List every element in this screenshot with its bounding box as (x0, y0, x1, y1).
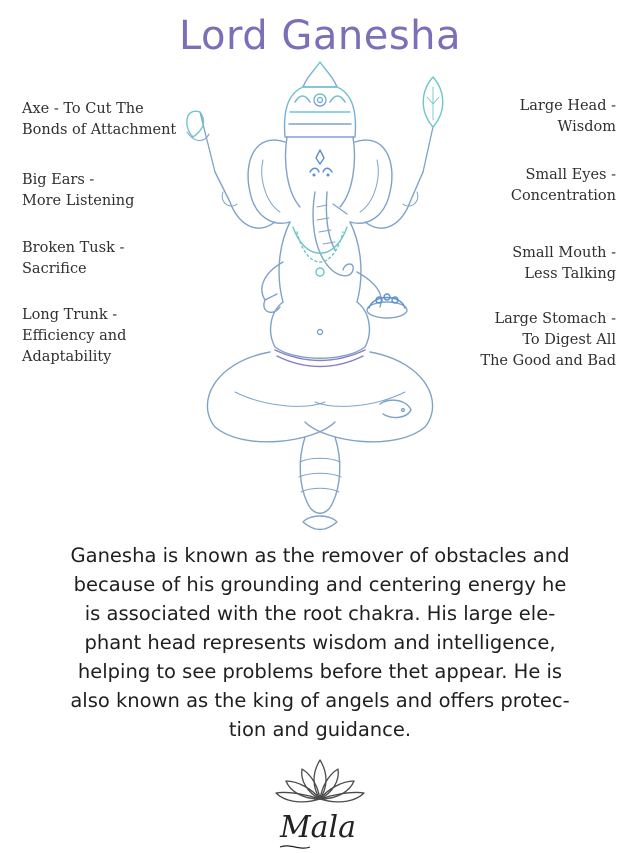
label-line: Sacrifice (22, 261, 87, 277)
label-axe (22, 99, 176, 141)
description-line: also known as the king of angels and offers protec- (70, 689, 570, 712)
label-line: Small Eyes - (525, 167, 616, 183)
label-line: Large Stomach - (494, 311, 616, 327)
logo-text: Mala (279, 810, 357, 845)
label-line: Less Talking (524, 266, 616, 282)
description (30, 541, 610, 744)
label-large-stomach (480, 309, 616, 372)
description-line: helping to see problems before thet appear. He is (77, 660, 563, 683)
label-line: More Listening (22, 193, 135, 209)
page-title: Lord Ganesha (178, 12, 462, 59)
brand-logo (250, 755, 390, 853)
lotus-icon (276, 760, 364, 802)
label-line: The Good and Bad (480, 353, 616, 369)
description-line: phant head represents wisdom and intelligence, (84, 631, 556, 654)
label-small-eyes (511, 165, 616, 207)
ganesha-illustration (175, 32, 465, 537)
label-line: Adaptability (22, 349, 112, 365)
label-long-trunk (22, 305, 126, 368)
label-line: Broken Tusk - (22, 240, 125, 256)
description-line: Ganesha is known as the remover of obstacles and (70, 544, 570, 567)
label-line: Wisdom (557, 119, 616, 135)
label-line: To Digest All (522, 332, 616, 348)
label-line: Long Trunk - (22, 307, 118, 323)
label-line: Small Mouth - (512, 245, 616, 261)
label-line: Concentration (510, 188, 616, 204)
description-line: because of his grounding and centering energy he (73, 573, 567, 596)
label-small-mouth (512, 243, 616, 285)
label-broken-tusk (22, 238, 124, 280)
description-line: is associated with the root chakra. His large ele- (84, 602, 556, 625)
label-line: Large Head - (519, 98, 616, 114)
label-line: Bonds of Attachment (22, 122, 177, 138)
label-large-head (520, 96, 616, 138)
label-line: Big Ears - (22, 172, 95, 188)
label-line: Axe - To Cut The (22, 101, 144, 117)
label-line: Efficiency and (22, 328, 127, 344)
label-big-ears (22, 170, 134, 212)
description-line: tion and guidance. (228, 718, 412, 741)
